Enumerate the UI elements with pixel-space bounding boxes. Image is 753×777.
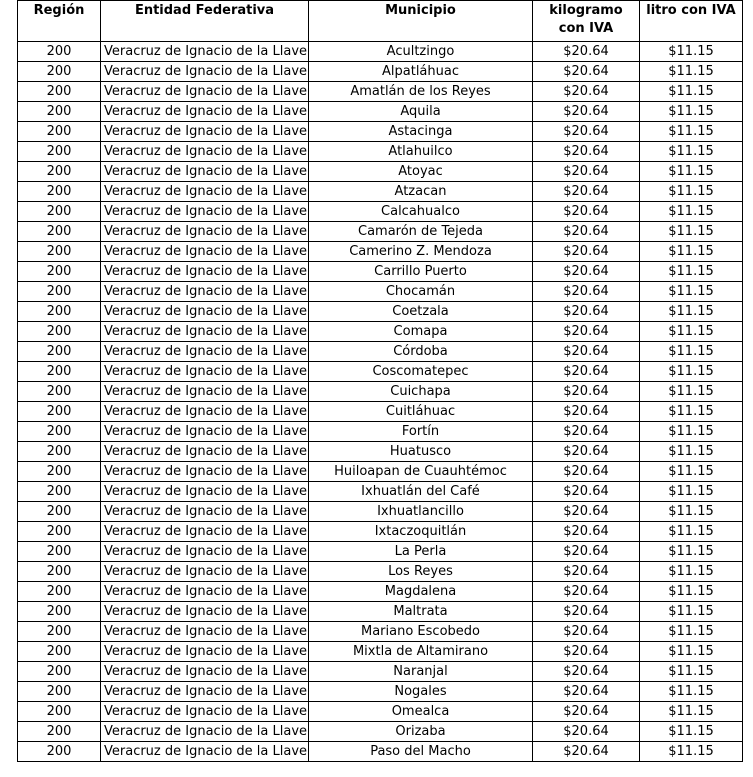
cell-entidad: Veracruz de Ignacio de la Llave: [101, 442, 309, 462]
cell-region: 200: [18, 582, 101, 602]
cell-litro: $11.15: [640, 282, 743, 302]
cell-litro: $11.15: [640, 102, 743, 122]
table-row: [18, 662, 743, 682]
cell-entidad: Veracruz de Ignacio de la Llave: [101, 622, 309, 642]
cell-municipio: Atlahuilco: [309, 142, 533, 162]
table-row: [18, 382, 743, 402]
cell-municipio: Acultzingo: [309, 42, 533, 62]
cell-kilogramo: $20.64: [533, 462, 640, 482]
cell-municipio: Amatlán de los Reyes: [309, 82, 533, 102]
table-row: [18, 362, 743, 382]
cell-entidad: Veracruz de Ignacio de la Llave: [101, 362, 309, 382]
cell-entidad: Veracruz de Ignacio de la Llave: [101, 42, 309, 62]
table-row: [18, 542, 743, 562]
cell-litro: $11.15: [640, 522, 743, 542]
cell-kilogramo: $20.64: [533, 302, 640, 322]
cell-entidad: Veracruz de Ignacio de la Llave: [101, 702, 309, 722]
header-row: [18, 1, 743, 42]
cell-kilogramo: $20.64: [533, 482, 640, 502]
cell-entidad: Veracruz de Ignacio de la Llave: [101, 662, 309, 682]
table-row: [18, 602, 743, 622]
cell-kilogramo: $20.64: [533, 682, 640, 702]
cell-municipio: Mariano Escobedo: [309, 622, 533, 642]
cell-litro: $11.15: [640, 162, 743, 182]
cell-municipio: La Perla: [309, 542, 533, 562]
cell-entidad: Veracruz de Ignacio de la Llave: [101, 562, 309, 582]
table-row: [18, 522, 743, 542]
table-row: [18, 402, 743, 422]
cell-municipio: Naranjal: [309, 662, 533, 682]
cell-entidad: Veracruz de Ignacio de la Llave: [101, 82, 309, 102]
cell-litro: $11.15: [640, 322, 743, 342]
table-row: [18, 62, 743, 82]
cell-litro: $11.15: [640, 342, 743, 362]
cell-kilogramo: $20.64: [533, 642, 640, 662]
cell-kilogramo: $20.64: [533, 42, 640, 62]
table-row: [18, 562, 743, 582]
cell-kilogramo: $20.64: [533, 222, 640, 242]
cell-municipio: Aquila: [309, 102, 533, 122]
cell-litro: $11.15: [640, 462, 743, 482]
cell-region: 200: [18, 662, 101, 682]
cell-region: 200: [18, 622, 101, 642]
cell-municipio: Los Reyes: [309, 562, 533, 582]
table-row: [18, 682, 743, 702]
cell-kilogramo: $20.64: [533, 142, 640, 162]
cell-municipio: Orizaba: [309, 722, 533, 742]
table-row: [18, 162, 743, 182]
cell-region: 200: [18, 242, 101, 262]
cell-kilogramo: $20.64: [533, 542, 640, 562]
cell-litro: $11.15: [640, 42, 743, 62]
cell-kilogramo: $20.64: [533, 582, 640, 602]
cell-entidad: Veracruz de Ignacio de la Llave: [101, 382, 309, 402]
cell-entidad: Veracruz de Ignacio de la Llave: [101, 322, 309, 342]
cell-litro: $11.15: [640, 222, 743, 242]
cell-region: 200: [18, 742, 101, 762]
cell-entidad: Veracruz de Ignacio de la Llave: [101, 342, 309, 362]
cell-municipio: Magdalena: [309, 582, 533, 602]
cell-entidad: Veracruz de Ignacio de la Llave: [101, 742, 309, 762]
table-row: [18, 622, 743, 642]
table-row: [18, 582, 743, 602]
cell-entidad: Veracruz de Ignacio de la Llave: [101, 682, 309, 702]
cell-municipio: Huatusco: [309, 442, 533, 462]
table-row: [18, 722, 743, 742]
cell-litro: $11.15: [640, 362, 743, 382]
cell-entidad: Veracruz de Ignacio de la Llave: [101, 302, 309, 322]
cell-region: 200: [18, 442, 101, 462]
table-row: [18, 482, 743, 502]
cell-municipio: Coscomatepec: [309, 362, 533, 382]
cell-kilogramo: $20.64: [533, 722, 640, 742]
cell-municipio: Ixtaczoquitlán: [309, 522, 533, 542]
cell-entidad: Veracruz de Ignacio de la Llave: [101, 522, 309, 542]
cell-litro: $11.15: [640, 182, 743, 202]
cell-kilogramo: $20.64: [533, 502, 640, 522]
cell-region: 200: [18, 62, 101, 82]
cell-entidad: Veracruz de Ignacio de la Llave: [101, 122, 309, 142]
cell-region: 200: [18, 302, 101, 322]
table-row: [18, 502, 743, 522]
cell-region: 200: [18, 122, 101, 142]
cell-kilogramo: $20.64: [533, 242, 640, 262]
table-row: [18, 422, 743, 442]
table-row: [18, 142, 743, 162]
cell-kilogramo: $20.64: [533, 622, 640, 642]
cell-litro: $11.15: [640, 642, 743, 662]
cell-region: 200: [18, 402, 101, 422]
table-row: [18, 282, 743, 302]
table-row: [18, 742, 743, 762]
cell-municipio: Camarón de Tejeda: [309, 222, 533, 242]
cell-litro: $11.15: [640, 742, 743, 762]
cell-region: 200: [18, 462, 101, 482]
cell-municipio: Carrillo Puerto: [309, 262, 533, 282]
table-row: [18, 202, 743, 222]
cell-entidad: Veracruz de Ignacio de la Llave: [101, 182, 309, 202]
cell-region: 200: [18, 562, 101, 582]
cell-municipio: Atoyac: [309, 162, 533, 182]
cell-litro: $11.15: [640, 602, 743, 622]
header-region: Región: [18, 1, 101, 42]
table-row: [18, 122, 743, 142]
cell-kilogramo: $20.64: [533, 402, 640, 422]
cell-litro: $11.15: [640, 502, 743, 522]
cell-entidad: Veracruz de Ignacio de la Llave: [101, 642, 309, 662]
cell-kilogramo: $20.64: [533, 262, 640, 282]
table-row: [18, 182, 743, 202]
cell-region: 200: [18, 702, 101, 722]
cell-municipio: Huiloapan de Cuauhtémoc: [309, 462, 533, 482]
cell-litro: $11.15: [640, 542, 743, 562]
cell-litro: $11.15: [640, 302, 743, 322]
cell-kilogramo: $20.64: [533, 382, 640, 402]
cell-region: 200: [18, 162, 101, 182]
table-row: [18, 262, 743, 282]
cell-municipio: Alpatláhuac: [309, 62, 533, 82]
cell-municipio: Coetzala: [309, 302, 533, 322]
cell-region: 200: [18, 202, 101, 222]
cell-entidad: Veracruz de Ignacio de la Llave: [101, 482, 309, 502]
cell-kilogramo: $20.64: [533, 442, 640, 462]
cell-kilogramo: $20.64: [533, 702, 640, 722]
cell-municipio: Camerino Z. Mendoza: [309, 242, 533, 262]
cell-municipio: Omealca: [309, 702, 533, 722]
header-litro: litro con IVA: [640, 1, 743, 42]
cell-entidad: Veracruz de Ignacio de la Llave: [101, 602, 309, 622]
table-body: [18, 42, 743, 762]
table-row: [18, 462, 743, 482]
cell-kilogramo: $20.64: [533, 422, 640, 442]
cell-litro: $11.15: [640, 482, 743, 502]
cell-entidad: Veracruz de Ignacio de la Llave: [101, 142, 309, 162]
cell-kilogramo: $20.64: [533, 122, 640, 142]
cell-region: 200: [18, 502, 101, 522]
cell-entidad: Veracruz de Ignacio de la Llave: [101, 62, 309, 82]
table-row: [18, 642, 743, 662]
cell-entidad: Veracruz de Ignacio de la Llave: [101, 722, 309, 742]
table-row: [18, 242, 743, 262]
cell-region: 200: [18, 382, 101, 402]
cell-kilogramo: $20.64: [533, 522, 640, 542]
cell-municipio: Ixhuatlán del Café: [309, 482, 533, 502]
table-row: [18, 322, 743, 342]
cell-litro: $11.15: [640, 662, 743, 682]
cell-litro: $11.15: [640, 622, 743, 642]
cell-kilogramo: $20.64: [533, 362, 640, 382]
cell-kilogramo: $20.64: [533, 562, 640, 582]
cell-entidad: Veracruz de Ignacio de la Llave: [101, 502, 309, 522]
cell-litro: $11.15: [640, 422, 743, 442]
cell-municipio: Chocamán: [309, 282, 533, 302]
cell-litro: $11.15: [640, 202, 743, 222]
table-row: [18, 222, 743, 242]
cell-municipio: Astacinga: [309, 122, 533, 142]
cell-region: 200: [18, 482, 101, 502]
table-header: [18, 1, 743, 42]
cell-entidad: Veracruz de Ignacio de la Llave: [101, 162, 309, 182]
cell-kilogramo: $20.64: [533, 62, 640, 82]
table-row: [18, 342, 743, 362]
cell-litro: $11.15: [640, 382, 743, 402]
cell-entidad: Veracruz de Ignacio de la Llave: [101, 282, 309, 302]
cell-litro: $11.15: [640, 242, 743, 262]
cell-region: 200: [18, 42, 101, 62]
cell-region: 200: [18, 222, 101, 242]
cell-litro: $11.15: [640, 402, 743, 422]
cell-kilogramo: $20.64: [533, 102, 640, 122]
table-row: [18, 442, 743, 462]
cell-litro: $11.15: [640, 562, 743, 582]
cell-litro: $11.15: [640, 722, 743, 742]
cell-entidad: Veracruz de Ignacio de la Llave: [101, 542, 309, 562]
cell-kilogramo: $20.64: [533, 162, 640, 182]
table-row: [18, 302, 743, 322]
cell-entidad: Veracruz de Ignacio de la Llave: [101, 262, 309, 282]
header-entidad: Entidad Federativa: [101, 1, 309, 42]
cell-municipio: Nogales: [309, 682, 533, 702]
cell-region: 200: [18, 342, 101, 362]
cell-region: 200: [18, 182, 101, 202]
cell-kilogramo: $20.64: [533, 742, 640, 762]
cell-region: 200: [18, 722, 101, 742]
cell-municipio: Comapa: [309, 322, 533, 342]
cell-entidad: Veracruz de Ignacio de la Llave: [101, 222, 309, 242]
cell-kilogramo: $20.64: [533, 182, 640, 202]
cell-municipio: Fortín: [309, 422, 533, 442]
cell-kilogramo: $20.64: [533, 342, 640, 362]
cell-kilogramo: $20.64: [533, 662, 640, 682]
header-municipio: Municipio: [309, 1, 533, 42]
cell-litro: $11.15: [640, 702, 743, 722]
cell-region: 200: [18, 422, 101, 442]
cell-entidad: Veracruz de Ignacio de la Llave: [101, 242, 309, 262]
cell-municipio: Paso del Macho: [309, 742, 533, 762]
cell-region: 200: [18, 682, 101, 702]
cell-municipio: Maltrata: [309, 602, 533, 622]
cell-entidad: Veracruz de Ignacio de la Llave: [101, 402, 309, 422]
cell-municipio: Atzacan: [309, 182, 533, 202]
cell-kilogramo: $20.64: [533, 602, 640, 622]
cell-municipio: Cuichapa: [309, 382, 533, 402]
cell-region: 200: [18, 642, 101, 662]
cell-kilogramo: $20.64: [533, 202, 640, 222]
cell-kilogramo: $20.64: [533, 282, 640, 302]
cell-litro: $11.15: [640, 262, 743, 282]
cell-region: 200: [18, 542, 101, 562]
cell-municipio: Cuitláhuac: [309, 402, 533, 422]
table-row: [18, 702, 743, 722]
cell-region: 200: [18, 362, 101, 382]
table-row: [18, 42, 743, 62]
cell-region: 200: [18, 142, 101, 162]
cell-entidad: Veracruz de Ignacio de la Llave: [101, 102, 309, 122]
cell-kilogramo: $20.64: [533, 322, 640, 342]
cell-region: 200: [18, 282, 101, 302]
cell-litro: $11.15: [640, 122, 743, 142]
cell-municipio: Córdoba: [309, 342, 533, 362]
cell-entidad: Veracruz de Ignacio de la Llave: [101, 582, 309, 602]
cell-litro: $11.15: [640, 142, 743, 162]
price-table: [17, 0, 743, 762]
cell-region: 200: [18, 102, 101, 122]
cell-entidad: Veracruz de Ignacio de la Llave: [101, 422, 309, 442]
cell-entidad: Veracruz de Ignacio de la Llave: [101, 462, 309, 482]
cell-region: 200: [18, 602, 101, 622]
cell-region: 200: [18, 262, 101, 282]
cell-litro: $11.15: [640, 442, 743, 462]
cell-region: 200: [18, 522, 101, 542]
table-row: [18, 82, 743, 102]
document-page: [17, 0, 742, 777]
cell-municipio: Ixhuatlancillo: [309, 502, 533, 522]
cell-litro: $11.15: [640, 62, 743, 82]
cell-litro: $11.15: [640, 582, 743, 602]
table-row: [18, 102, 743, 122]
cell-region: 200: [18, 82, 101, 102]
cell-kilogramo: $20.64: [533, 82, 640, 102]
cell-municipio: Mixtla de Altamirano: [309, 642, 533, 662]
cell-entidad: Veracruz de Ignacio de la Llave: [101, 202, 309, 222]
cell-litro: $11.15: [640, 82, 743, 102]
header-kilogramo: kilogramo con IVA: [533, 1, 640, 42]
cell-municipio: Calcahualco: [309, 202, 533, 222]
cell-region: 200: [18, 322, 101, 342]
cell-litro: $11.15: [640, 682, 743, 702]
